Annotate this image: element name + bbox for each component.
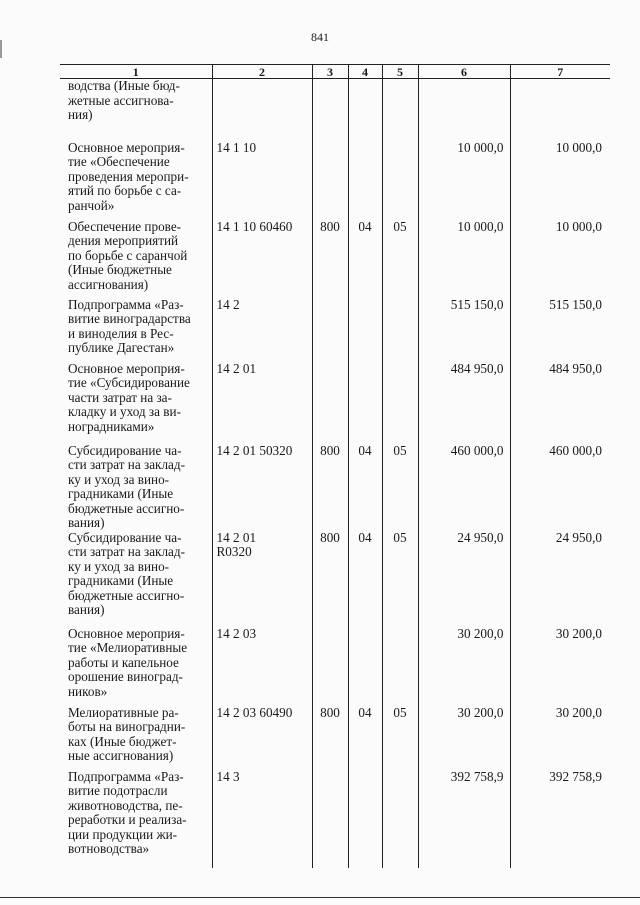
row-col5 xyxy=(382,627,418,706)
budget-table xyxy=(60,64,610,868)
row-name: Подпрограмма «Раз- витие подотрасли животноводства, пе- реработки и реализа- ции продукции жи- вотноводства» xyxy=(68,768,187,856)
row-value7: 392 758,9 xyxy=(510,770,610,868)
row-code: 14 1 10 60460 xyxy=(212,220,312,298)
row-name: Субсидирование ча- сти затрат на заклад- ку и уход за вино- градниками (Иные бюджетные ассигно- вания) xyxy=(68,529,185,617)
row-col3 xyxy=(312,362,348,444)
row-value6: 484 950,0 xyxy=(418,362,510,444)
table-row xyxy=(60,220,610,298)
row-col5: 05 xyxy=(382,706,418,770)
row-name: Мелиоративные ра- боты на виноградни- ках (Иные бюджет- ные ассигнования) xyxy=(68,704,186,763)
row-col3 xyxy=(312,770,348,868)
row-value7: 24 950,0 xyxy=(510,531,610,627)
row-name: водства (Иные бюд- жетные ассигнова- ния) xyxy=(68,78,180,122)
row-value7: 484 950,0 xyxy=(510,362,610,444)
row-value7 xyxy=(510,79,610,141)
row-value7: 460 000,0 xyxy=(510,444,610,531)
row-code: 14 2 01 xyxy=(212,362,312,444)
row-col5 xyxy=(382,79,418,141)
row-name: Основное мероприя- тие «Мелиоративные работы и капельное орошение виноград- ников» xyxy=(68,625,188,699)
row-value6: 24 950,0 xyxy=(418,531,510,627)
table-row xyxy=(60,770,610,868)
row-col5 xyxy=(382,362,418,444)
row-col4 xyxy=(348,362,382,444)
row-col5: 05 xyxy=(382,220,418,298)
header-col-4: 4 xyxy=(348,65,382,79)
row-col5 xyxy=(382,770,418,868)
row-code: 14 2 xyxy=(212,298,312,362)
header-col-5: 5 xyxy=(382,65,418,79)
row-value6: 515 150,0 xyxy=(418,298,510,362)
table-row xyxy=(60,141,610,220)
row-col4 xyxy=(348,627,382,706)
row-code: 14 1 10 xyxy=(212,141,312,220)
row-value7: 30 200,0 xyxy=(510,706,610,770)
row-col4: 04 xyxy=(348,706,382,770)
header-col-2: 2 xyxy=(212,65,312,79)
row-code: 14 3 xyxy=(212,770,312,868)
row-col4 xyxy=(348,770,382,868)
row-value6: 30 200,0 xyxy=(418,706,510,770)
row-code: 14 2 01 R0320 xyxy=(212,531,312,627)
row-name: Обеспечение прове- дения мероприятий по борьбе с саранчой (Иные бюджетные ассигнования) xyxy=(68,218,188,292)
page-bottom-rule xyxy=(0,897,640,898)
row-col5 xyxy=(382,298,418,362)
row-col3 xyxy=(312,298,348,362)
header-col-1: 1 xyxy=(60,65,212,79)
row-col4: 04 xyxy=(348,444,382,531)
table-row xyxy=(60,531,610,627)
row-value6: 30 200,0 xyxy=(418,627,510,706)
table-row xyxy=(60,444,610,531)
row-col3: 800 xyxy=(312,220,348,298)
row-value7: 30 200,0 xyxy=(510,627,610,706)
row-col4 xyxy=(348,141,382,220)
row-col4: 04 xyxy=(348,531,382,627)
table-row xyxy=(60,79,610,141)
row-code: 14 2 01 50320 xyxy=(212,444,312,531)
row-col4 xyxy=(348,79,382,141)
row-name: Субсидирование ча- сти затрат на заклад- ку и уход за вино- градниками (Иные бюджетные ассигно- вания) xyxy=(68,442,185,530)
table-header-row xyxy=(60,65,610,79)
row-value6: 10 000,0 xyxy=(418,141,510,220)
table-row xyxy=(60,298,610,362)
row-name: Основное мероприя- тие «Субсидирование части затрат на за- кладку и уход за ви- ноградниками» xyxy=(68,360,190,434)
row-col3: 800 xyxy=(312,531,348,627)
row-col3 xyxy=(312,79,348,141)
row-col4 xyxy=(348,298,382,362)
table-row xyxy=(60,627,610,706)
table-row xyxy=(60,706,610,770)
row-col5: 05 xyxy=(382,531,418,627)
row-col3 xyxy=(312,141,348,220)
row-code xyxy=(212,79,312,141)
row-value6: 460 000,0 xyxy=(418,444,510,531)
row-col4: 04 xyxy=(348,220,382,298)
row-value7: 10 000,0 xyxy=(510,141,610,220)
row-name: Основное мероприя- тие «Обеспечение проведения меропри- ятий по борьбе с са- ранчой» xyxy=(68,139,189,213)
header-col-7: 7 xyxy=(510,65,610,79)
row-value6 xyxy=(418,79,510,141)
row-code: 14 2 03 xyxy=(212,627,312,706)
row-name: Подпрограмма «Раз- витие виноградарства и виноделия в Рес- публике Дагестан» xyxy=(68,296,191,355)
row-col3: 800 xyxy=(312,706,348,770)
row-value6: 10 000,0 xyxy=(418,220,510,298)
row-value7: 515 150,0 xyxy=(510,298,610,362)
header-col-3: 3 xyxy=(312,65,348,79)
row-col5 xyxy=(382,141,418,220)
page-number: 841 xyxy=(311,30,329,44)
row-col5: 05 xyxy=(382,444,418,531)
row-value7: 10 000,0 xyxy=(510,220,610,298)
row-value6: 392 758,9 xyxy=(418,770,510,868)
header-col-6: 6 xyxy=(418,65,510,79)
row-col3: 800 xyxy=(312,444,348,531)
row-code: 14 2 03 60490 xyxy=(212,706,312,770)
row-col3 xyxy=(312,627,348,706)
table-row xyxy=(60,362,610,444)
